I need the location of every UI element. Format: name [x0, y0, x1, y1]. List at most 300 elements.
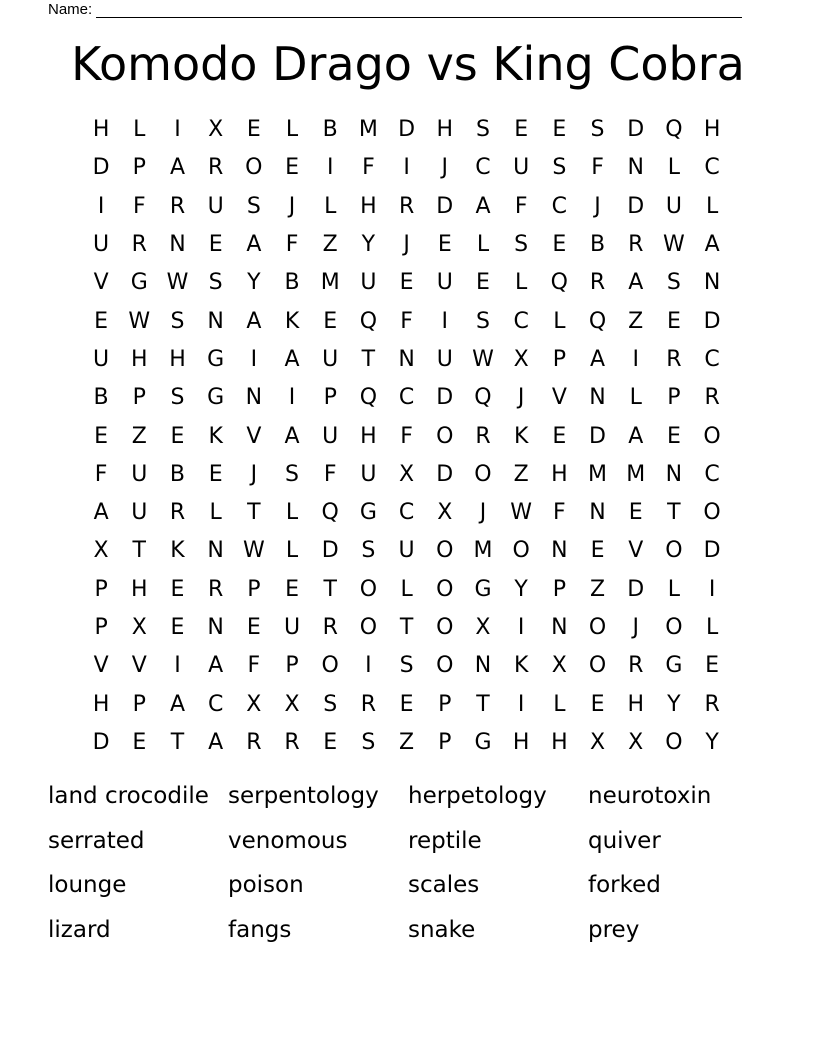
- grid-letter: U: [665, 193, 682, 219]
- grid-letter: T: [667, 500, 681, 526]
- grid-letter: N: [589, 385, 606, 411]
- grid-letter: P: [94, 615, 108, 640]
- grid-letter: J: [632, 615, 639, 640]
- grid-letter: E: [552, 232, 567, 258]
- grid-letter: W: [166, 270, 189, 296]
- grid-letter: O: [359, 576, 378, 602]
- grid-letter: O: [436, 653, 454, 679]
- grid-letter: X: [131, 615, 147, 640]
- grid-letter: N: [474, 653, 492, 679]
- grid-letter: P: [132, 691, 146, 717]
- grid-letter: R: [475, 423, 491, 449]
- grid-letter: V: [93, 653, 109, 679]
- grid-letter: V: [131, 653, 147, 679]
- grid-row: [82, 264, 732, 302]
- grid-letter: Z: [322, 232, 338, 258]
- grid-letter: E: [552, 423, 567, 449]
- grid-letter: O: [665, 615, 683, 640]
- grid-letter: U: [398, 538, 415, 564]
- grid-letter: A: [475, 193, 491, 219]
- grid-letter: C: [398, 500, 415, 526]
- grid-letter: K: [208, 423, 223, 449]
- grid-letter: Z: [131, 423, 147, 449]
- grid-row: [82, 456, 732, 494]
- grid-letter: E: [170, 423, 185, 449]
- grid-letter: U: [513, 155, 530, 181]
- grid-letter: D: [703, 308, 721, 334]
- grid-letter: A: [628, 423, 644, 449]
- grid-letter: T: [170, 729, 185, 755]
- grid-letter: G: [665, 653, 683, 679]
- grid-letter: E: [94, 308, 109, 334]
- grid-letter: H: [627, 691, 644, 717]
- grid-letter: Z: [513, 461, 529, 487]
- grid-letter: X: [551, 653, 567, 679]
- grid-letter: Y: [705, 729, 719, 755]
- grid-letter: Y: [667, 691, 681, 717]
- grid-letter: N: [398, 346, 415, 372]
- grid-row: [82, 149, 732, 187]
- grid-letter: C: [207, 691, 224, 717]
- grid-letter: C: [704, 461, 720, 487]
- grid-letter: E: [705, 653, 720, 679]
- grid-row: [82, 226, 732, 264]
- grid-letter: U: [436, 270, 453, 296]
- grid-letter: F: [285, 232, 299, 258]
- grid-letter: I: [632, 346, 639, 372]
- grid-letter: D: [589, 423, 606, 449]
- grid-letter: K: [170, 538, 185, 564]
- grid-letter: E: [170, 615, 185, 640]
- grid-letter: E: [437, 232, 452, 258]
- grid-letter: R: [628, 232, 644, 258]
- grid-row: [82, 379, 732, 417]
- grid-letter: F: [514, 193, 528, 219]
- grid-letter: T: [476, 691, 490, 717]
- grid-letter: D: [627, 576, 645, 602]
- grid-letter: O: [359, 615, 378, 640]
- grid-letter: S: [475, 117, 490, 143]
- grid-letter: L: [400, 576, 413, 602]
- grid-letter: T: [361, 346, 376, 372]
- grid-letter: F: [362, 155, 375, 181]
- grid-letter: N: [627, 155, 644, 181]
- grid-letter: E: [590, 538, 605, 564]
- grid-letter: C: [704, 346, 720, 372]
- grid-letter: B: [284, 270, 300, 296]
- grid-letter: N: [169, 232, 186, 258]
- grid-row: [82, 724, 732, 762]
- grid-letter: Z: [589, 576, 606, 602]
- word-list-item: reptile: [408, 827, 482, 854]
- grid-letter: Q: [359, 385, 378, 411]
- grid-letter: X: [475, 615, 491, 640]
- grid-row: [82, 188, 732, 226]
- grid-letter: U: [93, 232, 110, 258]
- grid-letter: N: [207, 538, 224, 564]
- grid-letter: L: [285, 117, 299, 143]
- grid-letter: E: [170, 576, 185, 602]
- grid-letter: O: [436, 423, 454, 449]
- word-list-item: quiver: [588, 827, 661, 854]
- grid-letter: T: [323, 576, 337, 602]
- grid-letter: O: [436, 576, 454, 602]
- page-title: Komodo Drago vs King Cobra: [71, 37, 745, 91]
- grid-letter: X: [513, 346, 529, 372]
- grid-letter: L: [209, 500, 222, 526]
- grid-letter: F: [247, 653, 261, 679]
- grid-letter: K: [513, 653, 529, 679]
- grid-letter: K: [513, 423, 529, 449]
- grid-letter: M: [588, 461, 608, 487]
- grid-letter: T: [247, 500, 261, 526]
- grid-letter: Q: [550, 270, 568, 296]
- word-list-item: herpetology: [408, 783, 547, 809]
- grid-letter: O: [321, 653, 339, 679]
- grid-letter: L: [667, 155, 681, 181]
- grid-letter: I: [441, 308, 449, 334]
- word-list: [48, 776, 768, 954]
- grid-letter: S: [399, 653, 414, 679]
- grid-letter: T: [132, 538, 146, 564]
- grid-letter: U: [207, 193, 224, 219]
- grid-letter: A: [284, 346, 300, 372]
- grid-letter: E: [399, 270, 414, 296]
- grid-letter: H: [703, 117, 721, 143]
- grid-letter: O: [436, 615, 454, 640]
- grid-letter: E: [246, 117, 261, 143]
- grid-row: [82, 532, 732, 570]
- grid-letter: S: [514, 232, 529, 258]
- grid-letter: T: [399, 615, 414, 640]
- grid-letter: I: [365, 653, 372, 679]
- grid-row: [82, 685, 732, 723]
- grid-letter: U: [436, 346, 453, 372]
- grid-letter: X: [589, 729, 606, 755]
- grid-letter: I: [288, 385, 296, 411]
- grid-letter: M: [358, 117, 378, 143]
- grid-letter: E: [514, 117, 529, 143]
- grid-letter: V: [551, 385, 567, 411]
- grid-letter: S: [285, 461, 300, 487]
- grid-letter: A: [704, 232, 720, 258]
- grid-letter: A: [208, 729, 224, 755]
- grid-letter: H: [551, 729, 568, 755]
- grid-letter: N: [245, 385, 263, 411]
- grid-letter: J: [250, 461, 258, 487]
- grid-letter: R: [169, 193, 186, 219]
- grid-row: [82, 111, 732, 149]
- grid-letter: S: [361, 729, 376, 755]
- grid-letter: Q: [321, 500, 339, 526]
- grid-letter: A: [169, 155, 185, 181]
- grid-letter: O: [665, 729, 683, 755]
- grid-letter: R: [246, 729, 262, 755]
- grid-letter: A: [246, 308, 262, 334]
- grid-letter: G: [207, 385, 225, 411]
- grid-letter: P: [438, 729, 452, 755]
- grid-letter: R: [208, 576, 224, 602]
- grid-letter: E: [208, 232, 223, 258]
- grid-letter: D: [436, 193, 454, 219]
- grid-letter: R: [704, 385, 720, 411]
- grid-letter: F: [400, 308, 413, 334]
- grid-letter: J: [288, 193, 296, 219]
- grid-letter: B: [93, 385, 109, 411]
- grid-letter: W: [128, 308, 151, 334]
- grid-letter: E: [323, 308, 338, 334]
- grid-letter: O: [665, 538, 683, 564]
- grid-row: [82, 494, 732, 532]
- grid-letter: D: [627, 117, 645, 143]
- grid-letter: R: [398, 193, 415, 219]
- grid-letter: Y: [514, 576, 528, 602]
- grid-letter: A: [208, 653, 224, 679]
- grid-letter: S: [552, 155, 567, 181]
- grid-letter: X: [208, 117, 224, 143]
- grid-letter: X: [437, 500, 453, 526]
- grid-letter: P: [247, 576, 261, 602]
- grid-letter: S: [170, 385, 185, 411]
- grid-letter: N: [551, 538, 568, 564]
- grid-letter: K: [284, 308, 300, 334]
- grid-letter: N: [703, 270, 721, 296]
- grid-letter: U: [360, 270, 377, 296]
- grid-letter: D: [436, 461, 454, 487]
- grid-letter: L: [629, 385, 642, 411]
- grid-letter: I: [250, 346, 258, 372]
- grid-letter: N: [207, 615, 224, 640]
- name-field: [48, 0, 742, 18]
- grid-letter: U: [322, 423, 339, 449]
- grid-row: [82, 417, 732, 455]
- grid-letter: P: [552, 576, 566, 602]
- word-list-item: venomous: [228, 827, 348, 854]
- grid-letter: U: [283, 615, 301, 640]
- grid-letter: D: [398, 117, 416, 143]
- grid-letter: D: [92, 729, 110, 755]
- grid-letter: X: [93, 538, 109, 564]
- grid-letter: L: [705, 615, 719, 640]
- grid-letter: X: [246, 691, 262, 717]
- grid-letter: H: [92, 117, 110, 143]
- grid-letter: C: [398, 385, 415, 411]
- grid-letter: D: [627, 193, 645, 219]
- grid-row: [82, 609, 732, 647]
- grid-letter: N: [551, 615, 568, 640]
- grid-letter: E: [246, 615, 261, 640]
- grid-letter: I: [174, 653, 181, 679]
- grid-letter: A: [284, 423, 300, 449]
- grid-letter: L: [476, 232, 490, 258]
- grid-letter: B: [169, 461, 186, 487]
- grid-letter: U: [322, 346, 339, 372]
- grid-letter: E: [94, 423, 109, 449]
- grid-letter: M: [320, 270, 340, 296]
- grid-letter: J: [441, 155, 449, 181]
- grid-letter: R: [628, 653, 644, 679]
- word-list-item: land crocodile: [48, 783, 209, 809]
- word-list-item: poison: [228, 872, 304, 899]
- grid-letter: A: [590, 346, 606, 372]
- grid-letter: E: [285, 155, 299, 181]
- grid-letter: U: [131, 461, 148, 487]
- grid-letter: I: [174, 117, 181, 143]
- grid-letter: C: [704, 155, 720, 181]
- grid-letter: C: [475, 155, 491, 181]
- grid-letter: R: [322, 615, 338, 640]
- grid-letter: E: [285, 576, 299, 602]
- grid-letter: D: [436, 385, 454, 411]
- grid-letter: F: [591, 155, 604, 181]
- grid-letter: R: [666, 346, 682, 372]
- grid-letter: E: [132, 729, 147, 755]
- grid-letter: G: [474, 576, 492, 602]
- grid-letter: F: [553, 500, 566, 526]
- grid-letter: Z: [399, 729, 415, 755]
- grid-letter: E: [628, 500, 643, 526]
- grid-letter: O: [474, 461, 492, 487]
- grid-letter: O: [588, 615, 607, 640]
- grid-letter: R: [360, 691, 377, 717]
- grid-letter: P: [667, 385, 681, 411]
- grid-letter: C: [513, 308, 529, 334]
- grid-letter: V: [246, 423, 262, 449]
- grid-letter: A: [169, 691, 185, 717]
- grid-letter: J: [403, 232, 410, 258]
- grid-letter: X: [399, 461, 415, 487]
- grid-letter: S: [475, 308, 490, 334]
- word-list-item: serrated: [48, 827, 145, 854]
- grid-letter: L: [324, 193, 337, 219]
- grid-letter: H: [169, 346, 186, 372]
- grid-letter: J: [517, 385, 525, 411]
- word-list-item: snake: [408, 916, 476, 943]
- grid-letter: D: [703, 538, 721, 564]
- grid-letter: S: [170, 308, 185, 334]
- grid-letter: S: [361, 538, 376, 564]
- grid-letter: L: [553, 691, 566, 717]
- grid-letter: N: [665, 461, 683, 487]
- grid-letter: E: [666, 308, 681, 334]
- name-underline: [96, 3, 742, 18]
- grid-letter: H: [131, 346, 148, 372]
- grid-letter: P: [285, 653, 299, 679]
- word-list-item: prey: [588, 916, 640, 943]
- word-list-item: lounge: [48, 872, 127, 899]
- grid-letter: H: [512, 729, 530, 755]
- grid-letter: H: [360, 193, 377, 219]
- grid-letter: B: [322, 117, 338, 143]
- grid-letter: E: [208, 461, 223, 487]
- grid-letter: J: [479, 500, 487, 526]
- grid-letter: B: [589, 232, 606, 258]
- grid-letter: W: [663, 232, 685, 258]
- grid-letter: D: [321, 538, 339, 564]
- grid-row: [82, 647, 732, 685]
- grid-letter: P: [132, 155, 146, 181]
- grid-letter: E: [590, 691, 605, 717]
- grid-letter: Y: [361, 232, 376, 258]
- grid-letter: I: [326, 155, 334, 181]
- grid-letter: R: [284, 729, 300, 755]
- grid-letter: R: [169, 500, 186, 526]
- grid-letter: V: [628, 538, 644, 564]
- grid-letter: X: [284, 691, 300, 717]
- grid-letter: G: [207, 346, 225, 372]
- grid-letter: E: [399, 691, 414, 717]
- grid-letter: S: [666, 270, 681, 296]
- grid-letter: Q: [359, 308, 378, 334]
- grid-letter: W: [472, 346, 494, 372]
- grid-letter: H: [551, 461, 568, 487]
- grid-letter: O: [703, 423, 721, 449]
- word-list-item: forked: [588, 872, 661, 899]
- grid-letter: H: [92, 691, 110, 717]
- grid-row: [82, 302, 732, 340]
- grid-letter: R: [208, 155, 224, 181]
- grid-letter: L: [667, 576, 681, 602]
- grid-letter: R: [589, 270, 606, 296]
- grid-letter: A: [628, 270, 644, 296]
- grid-letter: Y: [247, 270, 261, 296]
- word-list-item: neurotoxin: [588, 783, 712, 809]
- grid-letter: L: [515, 270, 528, 296]
- grid-letter: L: [705, 193, 719, 219]
- grid-letter: F: [132, 193, 146, 219]
- grid-letter: P: [438, 691, 452, 717]
- grid-letter: A: [93, 500, 109, 526]
- grid-letter: P: [132, 385, 146, 411]
- grid-letter: D: [92, 155, 110, 181]
- grid-letter: S: [208, 270, 223, 296]
- grid-letter: O: [588, 653, 607, 679]
- word-list-item: scales: [408, 872, 480, 899]
- grid-letter: E: [476, 270, 490, 296]
- grid-letter: P: [94, 576, 108, 602]
- grid-letter: E: [666, 423, 681, 449]
- grid-letter: Q: [588, 308, 607, 334]
- grid-letter: U: [360, 461, 377, 487]
- grid-letter: Q: [665, 117, 683, 143]
- grid-letter: U: [93, 346, 110, 372]
- grid-letter: H: [436, 117, 454, 143]
- grid-letter: X: [628, 729, 644, 755]
- grid-letter: L: [553, 308, 566, 334]
- grid-letter: O: [703, 500, 721, 526]
- grid-letter: Z: [628, 308, 644, 334]
- grid-letter: Q: [474, 385, 492, 411]
- name-label: Name:: [48, 1, 93, 18]
- grid-letter: I: [97, 193, 105, 219]
- grid-letter: U: [131, 500, 148, 526]
- grid-letter: O: [436, 538, 454, 564]
- grid-letter: L: [285, 538, 299, 564]
- grid-letter: A: [246, 232, 262, 258]
- grid-letter: I: [403, 155, 410, 181]
- grid-letter: V: [93, 270, 109, 296]
- grid-letter: O: [245, 155, 263, 181]
- grid-letter: S: [323, 691, 338, 717]
- grid-letter: F: [94, 461, 108, 487]
- grid-letter: C: [551, 193, 568, 219]
- grid-letter: G: [130, 270, 148, 296]
- grid-letter: R: [131, 232, 147, 258]
- grid-letter: F: [323, 461, 337, 487]
- grid-letter: I: [517, 691, 525, 717]
- grid-letter: H: [360, 423, 377, 449]
- grid-letter: S: [590, 117, 605, 143]
